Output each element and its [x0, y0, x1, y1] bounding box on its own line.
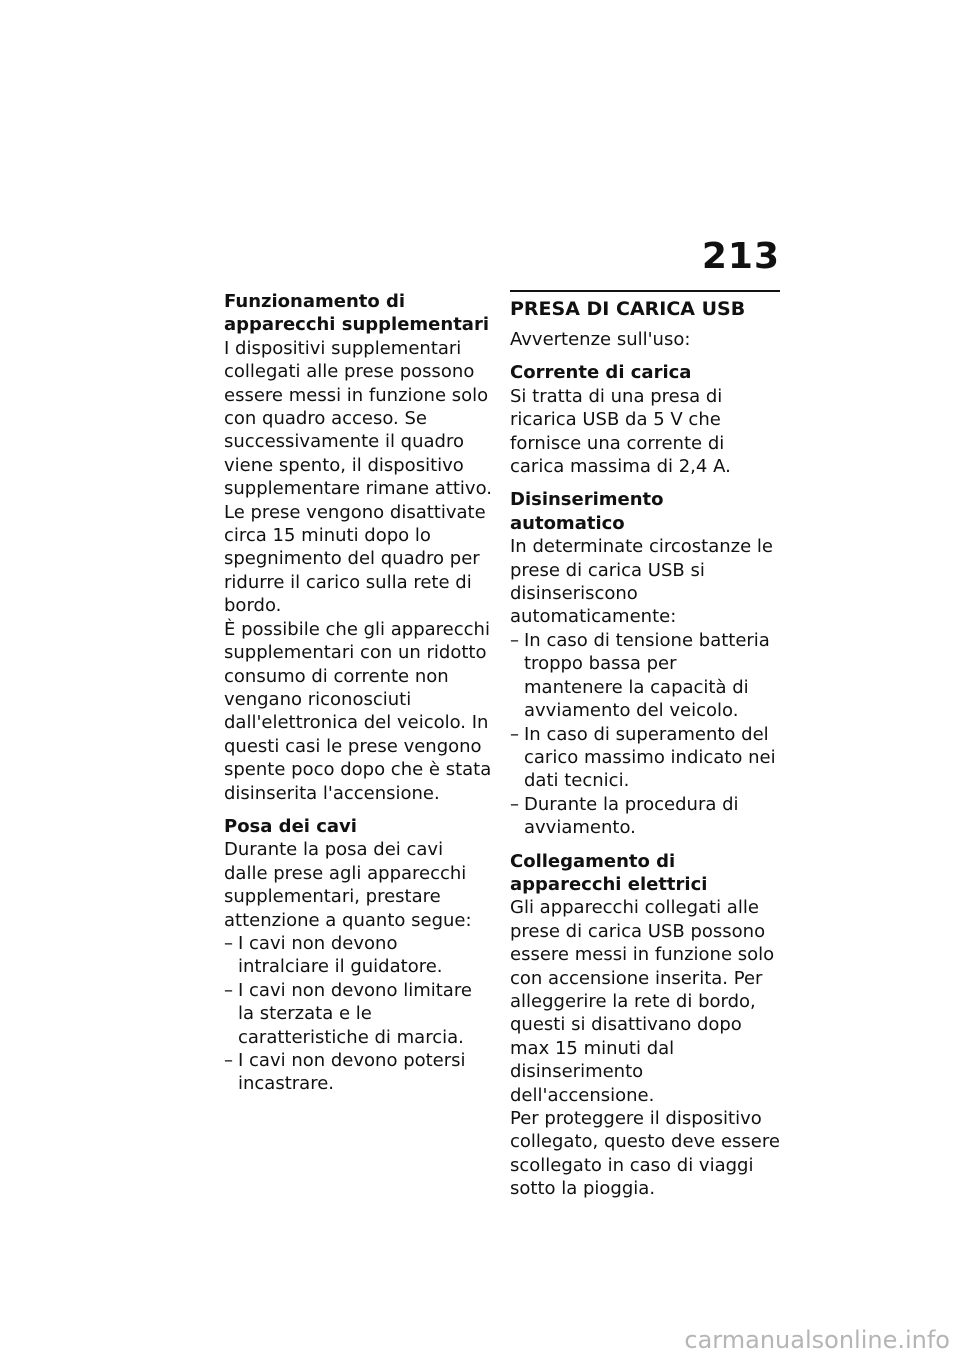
list-item: – I cavi non devono limitare la sterzata e le caratteristiche di marcia.: [224, 979, 492, 1049]
page-number: 213: [701, 236, 780, 277]
section-heading: Collegamento di apparecchi elettrici: [510, 850, 708, 895]
intro-block: [510, 328, 780, 351]
list-item: – I cavi non devono intralciare il guidatore.: [224, 932, 492, 979]
section-heading: Posa dei cavi: [224, 815, 357, 837]
paragraph: Avvertenze sull'uso:: [510, 329, 691, 350]
paragraph: Gli apparecchi collegati alle prese di carica USB possono essere messi in funzione solo con accensione inserita. Per alleggerire la rete di bordo, questi si disattivano dopo max 15 minuti dal disinserimento dell'accensione.: [510, 897, 775, 1106]
list-item: – Durante la procedura di avviamento.: [510, 793, 780, 840]
section-title: PRESA DI CARICA USB: [510, 290, 780, 322]
section-collegamento: [510, 850, 780, 1201]
paragraph: Si tratta di una presa di ricarica USB da 5 V che fornisce una corrente di carica massima di 2,4 A.: [510, 385, 731, 478]
section-heading: Disinserimento automatico: [510, 489, 664, 534]
section-funzionamento: [224, 290, 492, 805]
list-item: – In caso di tensione batteria troppo bassa per mantenere la capacità di avviamento del veicolo.: [510, 629, 780, 723]
list-item: – I cavi non devono potersi incastrare.: [224, 1049, 492, 1096]
paragraph: È possibile che gli apparecchi supplementari con un ridotto consumo di corrente non vengano riconosciuti dall'elettronica del veicolo. In questi casi le prese vengono spente poco dopo che è stata disinserita l'accensione.: [224, 618, 492, 804]
list-item: – In caso di superamento del carico massimo indicato nei dati tecnici.: [510, 723, 780, 793]
section-corrente-carica: [510, 361, 780, 478]
dash-list: [510, 629, 780, 840]
paragraph: Durante la posa dei cavi dalle prese agli apparecchi supplementari, prestare attenzione a quanto segue:: [224, 839, 472, 931]
section-posa-cavi: [224, 815, 492, 1096]
watermark: carmanualsonline.info: [684, 1326, 950, 1354]
paragraph: In determinate circostanze le prese di carica USB si disinseriscono automaticamente:: [510, 536, 773, 628]
section-heading: Funzionamento di apparecchi supplementari: [224, 291, 489, 336]
dash-list: [224, 932, 492, 1096]
section-heading: Corrente di carica: [510, 362, 692, 384]
right-column: [510, 290, 780, 1211]
section-disinserimento: [510, 488, 780, 839]
left-column: [224, 290, 492, 1106]
paragraph: I dispositivi supplementari collegati alle prese possono essere messi in funzione solo con quadro acceso. Se successivamente il quadro viene spento, il dispositivo supplementare rimane attivo. Le prese vengono disattivate circa 15 minuti dopo lo spegnimento del quadro per ridurre il carico sulla rete di bordo.: [224, 337, 493, 617]
paragraph: Per proteggere il dispositivo collegato, questo deve essere scollegato in caso di viaggi sotto la pioggia.: [510, 1108, 780, 1200]
